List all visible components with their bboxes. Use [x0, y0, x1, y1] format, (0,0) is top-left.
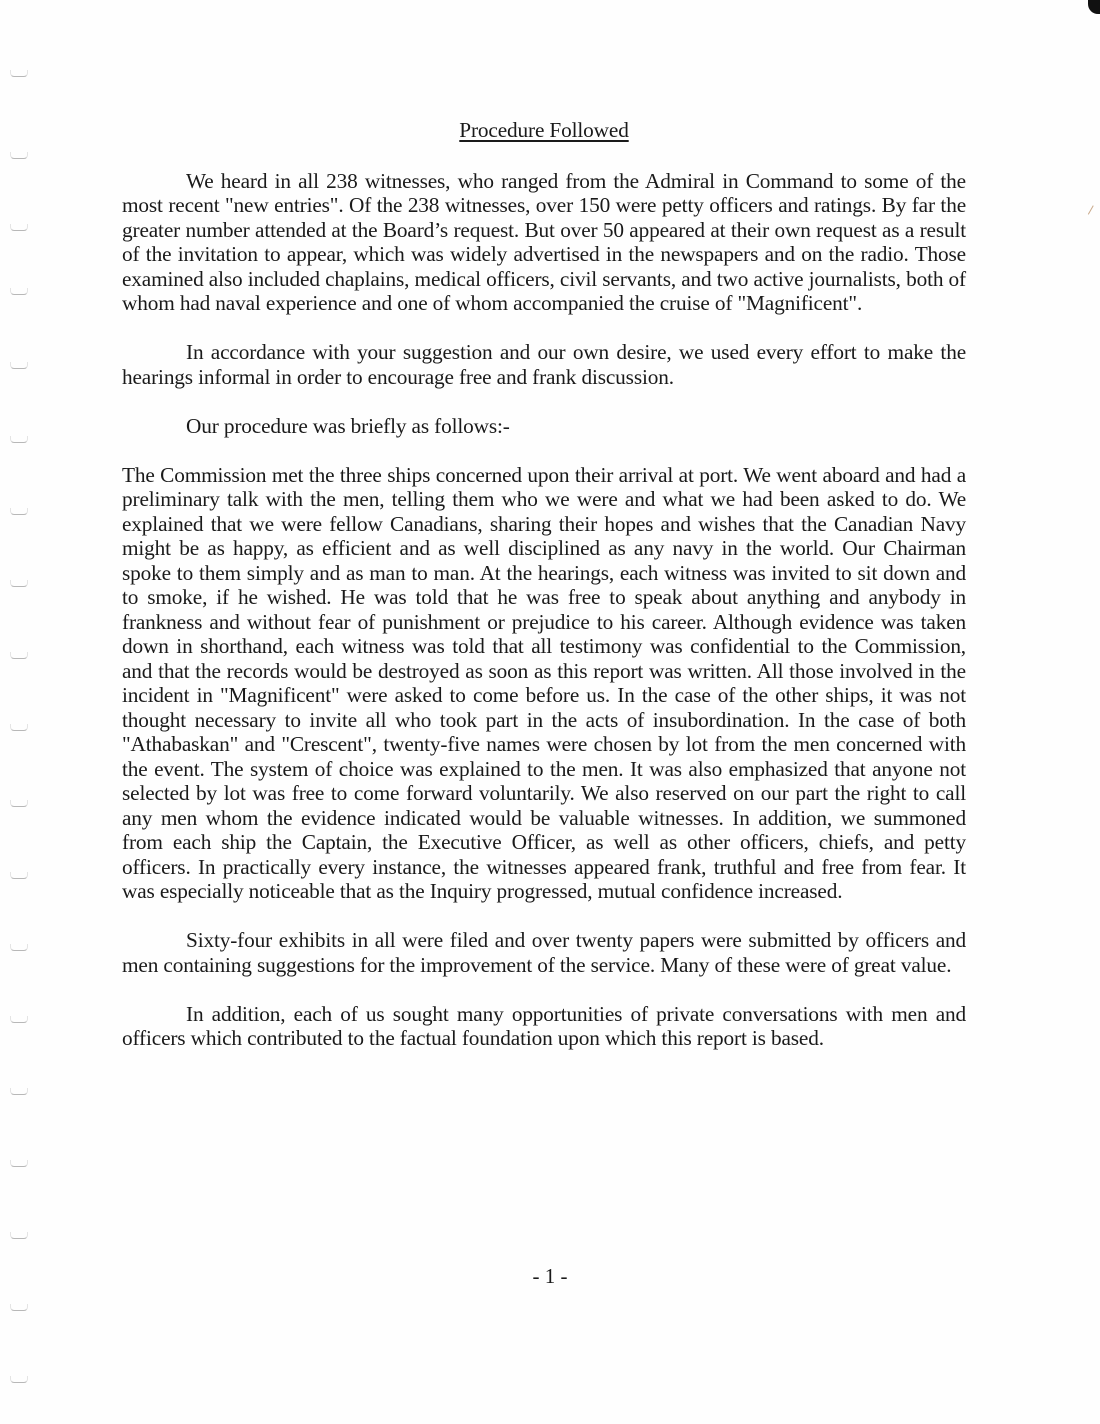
paragraph-witnesses: We heard in all 238 witnesses, who ranged from the Admiral in Command to some of the most recent "new entries". Of the 238 witnesses, over 150 were petty officers and ratings. By far the greater number attended at the Board’s request. But over 50 appeared at their own request as a result of the invitation to appear, which was widely advertised in the newspapers and on the radio. Those examined also included chaplains, medical officers, civil servants, and two active journalists, both of whom had naval experience and one of whom accompanied the cruise of "Magnificent". [122, 168, 966, 315]
binder-mark [10, 1160, 28, 1167]
document-body [122, 118, 966, 1075]
binder-mark [10, 580, 28, 587]
scan-speck [1088, 205, 1097, 216]
binder-mark [10, 70, 28, 77]
paragraph-informal-hearings: In accordance with your suggestion and our own desire, we used every effort to make the hearings informal in order to encourage free and frank discussion. [122, 340, 966, 389]
binder-mark [10, 800, 28, 807]
section-title: Procedure Followed [459, 118, 629, 142]
page-number: - 1 - [532, 1264, 568, 1288]
binder-mark [10, 1376, 28, 1383]
binder-mark [10, 724, 28, 731]
paragraph-procedure-intro: Our procedure was briefly as follows:- [186, 413, 510, 438]
binder-mark [10, 1232, 28, 1239]
binder-mark [10, 436, 28, 443]
binder-mark [10, 508, 28, 515]
binder-mark [10, 872, 28, 879]
binder-mark [10, 1304, 28, 1311]
binder-mark [10, 652, 28, 659]
binder-hole-marks [10, 0, 30, 1424]
scan-corner-mark [1088, 0, 1100, 14]
binder-mark [10, 1088, 28, 1095]
paragraph-exhibits: Sixty-four exhibits in all were filed and over twenty papers were submitted by officers and men containing suggestions for the improvement of the service. Many of these were of great value. [122, 928, 966, 977]
paragraph-procedure-details: The Commission met the three ships concerned upon their arrival at port. We went aboard and had a preliminary talk with the men, telling them who we were and what we had been asked to do. We explained that we were fellow Canadians, sharing their hopes and wishes that the Canadian Navy might be as happy, as efficient and as well disciplined as any navy in the world. Our Chairman spoke to them simply and as man to man. At the hearings, each witness was invited to sit down and to smoke, if he wished. He was told that he was free to speak about anything and anybody in frankness and without fear of punishment or prejudice to his career. Although evidence was taken down in shorthand, each witness was told that all testimony was confidential to the Commission, and that the records would be destroyed as soon as this report was written. All those involved in the incident in "Magnificent" were asked to come before us. In the case of the other ships, it was not thought necessary to invite all who took part in the acts of insubordination. In the case of both "Athabaskan" and "Crescent", twenty-five names were chosen by lot from the men concerned with the event. The system of choice was explained to the men. It was also emphasized that anyone not selected by lot was free to come forward voluntarily. We also reserved on our part the right to call any men whom the evidence indicated would be valuable witnesses. In addition, we summoned from each ship the Captain, the Executive Officer, as well as other officers, chiefs, and petty officers. In practically every instance, the witnesses appeared frank, truthful and free from fear. It was especially noticeable that as the Inquiry progressed, mutual confidence increased. [122, 462, 966, 903]
binder-mark [10, 224, 28, 231]
paragraph-private-conversations: In addition, each of us sought many opportunities of private conversations with men and officers which contributed to the factual foundation upon which this report is based. [122, 1001, 966, 1050]
binder-mark [10, 362, 28, 369]
binder-mark [10, 152, 28, 159]
binder-mark [10, 944, 28, 951]
binder-mark [10, 1016, 28, 1023]
binder-mark [10, 288, 28, 295]
